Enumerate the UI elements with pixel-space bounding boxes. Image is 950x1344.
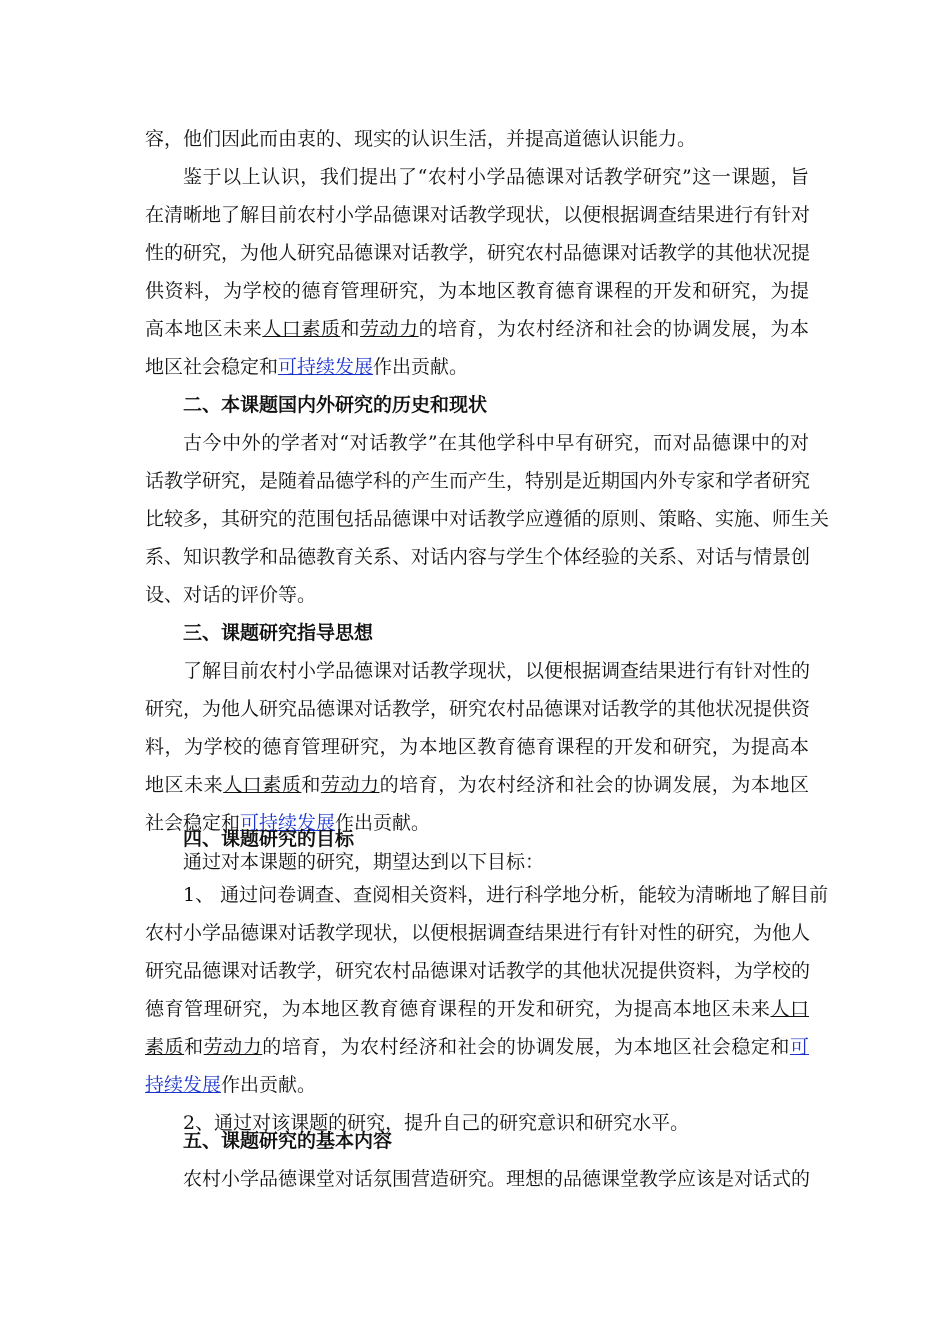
text-line: 比较多，其研究的范围包括品德课中对话教学应遵循的原则、策略、实施、师生关 [145,508,830,530]
text-line: 供资料，为学校的德育管理研究，为本地区教育德育课程的开发和研究，为提 [145,280,809,302]
text-segment: 作出贡献。 [373,356,469,378]
text-line: 设、对话的评价等。 [145,584,317,606]
text-line: 1、 通过问卷调查、查阅相关资料，进行科学地分析，能较为清晰地了解目前 [183,884,829,906]
text-line [145,1066,809,1104]
text-segment: 的培育，为农村经济和社会的协调发展，为本 [418,318,809,340]
text-line: 性的研究，为他人研究品德课对话教学，研究农村品德课对话教学的其他状况提 [145,242,811,264]
text-line: 料，为学校的德育管理研究，为本地区教育德育课程的开发和研究，为提高本 [145,736,809,758]
section-heading-content: 五、课题研究的基本内容 [183,1130,393,1152]
link-sustainable-development[interactable]: 可持续发展 [278,356,374,378]
text-line: 研究，为他人研究品德课对话教学，研究农村品德课对话教学的其他状况提供资 [145,698,811,720]
text-segment: 高本地区未来 [145,318,263,340]
link-sustainable-development-part1[interactable]: 可 [789,1036,809,1058]
paragraph-topic-purpose [145,158,809,386]
text-line: 鉴于以上认识，我们提出了“农村小学品德课对话教学研究”这一课题，旨 [183,166,809,188]
text-line: 农村小学品德课对话教学现状，以便根据调查结果进行有针对性的研究，为他人 [145,922,811,944]
text-segment: 地区社会稳定和 [145,356,279,378]
paragraph-history [145,424,830,614]
text-segment: 德育管理研究，为本地区教育德育课程的开发和研究，为提高本地区未来 [145,998,771,1020]
text-line [145,348,809,386]
text-segment: 作出贡献。 [221,1074,317,1096]
link-sustainable-development[interactable]: 可持续发展 [240,812,336,834]
paragraph-goals [145,848,829,1142]
text-line: 研究品德课对话教学，研究农村品德课对话教学的其他状况提供资料，为学校的 [145,960,811,982]
paragraph-guiding-idea [145,652,809,842]
text-line [145,1028,809,1066]
text-segment: 和 [184,1036,204,1058]
link-labor-force[interactable]: 劳动力 [203,1036,263,1058]
link-population-quality[interactable]: 人口素质 [262,318,341,340]
paragraph-content [145,1160,809,1198]
text-segment: 和 [301,774,321,796]
link-quality[interactable]: 素质 [145,1036,185,1058]
text-line: 通过对本课题的研究，期望达到以下目标： [183,851,545,873]
text-line: 话教学研究，是随着品德学科的产生而产生，特别是近期国内外专家和学者研究 [145,470,811,492]
section-heading-guiding-idea: 三、课题研究指导思想 [183,622,374,644]
link-sustainable-development-part2[interactable]: 持续发展 [145,1074,222,1096]
text-segment: 的培育，为农村经济和社会的协调发展，为本地区 [379,774,809,796]
text-line [145,990,809,1028]
text-line: 了解目前农村小学品德课对话教学现状，以便根据调查结果进行有针对性的 [183,660,811,682]
link-labor-force[interactable]: 劳动力 [360,318,419,340]
section-heading-history: 二、本课题国内外研究的历史和现状 [183,394,488,416]
text-segment: 社会稳定和 [145,812,241,834]
section-heading-goals: 四、课题研究的目标 [183,828,355,850]
text-line: 古今中外的学者对“对话教学”在其他学科中早有研究，而对品德课中的对 [183,432,809,454]
text-line: 在清晰地了解目前农村小学品德课对话教学现状，以便根据调查结果进行有针对 [145,204,811,226]
link-population[interactable]: 人口 [770,998,809,1020]
text-segment: 的培育，为农村经济和社会的协调发展，为本地区社会稳定和 [262,1036,790,1058]
text-segment: 地区未来 [145,774,224,796]
text-segment: 和 [340,318,360,340]
text-line [145,766,809,804]
text-line: 农村小学品德课堂对话氛围营造研究。理想的品德课堂教学应该是对话式的 [183,1168,811,1190]
link-labor-force[interactable]: 劳动力 [320,774,380,796]
text-line: 容，他们因此而由衷的、现实的认识生活，并提高道德认识能力。 [145,128,697,150]
text-line [145,310,809,348]
text-segment: 作出贡献。 [335,812,431,834]
text-line: 2、通过对该课题的研究，提升自己的研究意识和研究水平。 [183,1112,690,1134]
link-population-quality[interactable]: 人口素质 [223,774,302,796]
paragraph-intro-continuation [145,120,809,158]
text-line: 系、知识教学和品德教育关系、对话内容与学生个体经验的关系、对话与情景创 [145,546,811,568]
